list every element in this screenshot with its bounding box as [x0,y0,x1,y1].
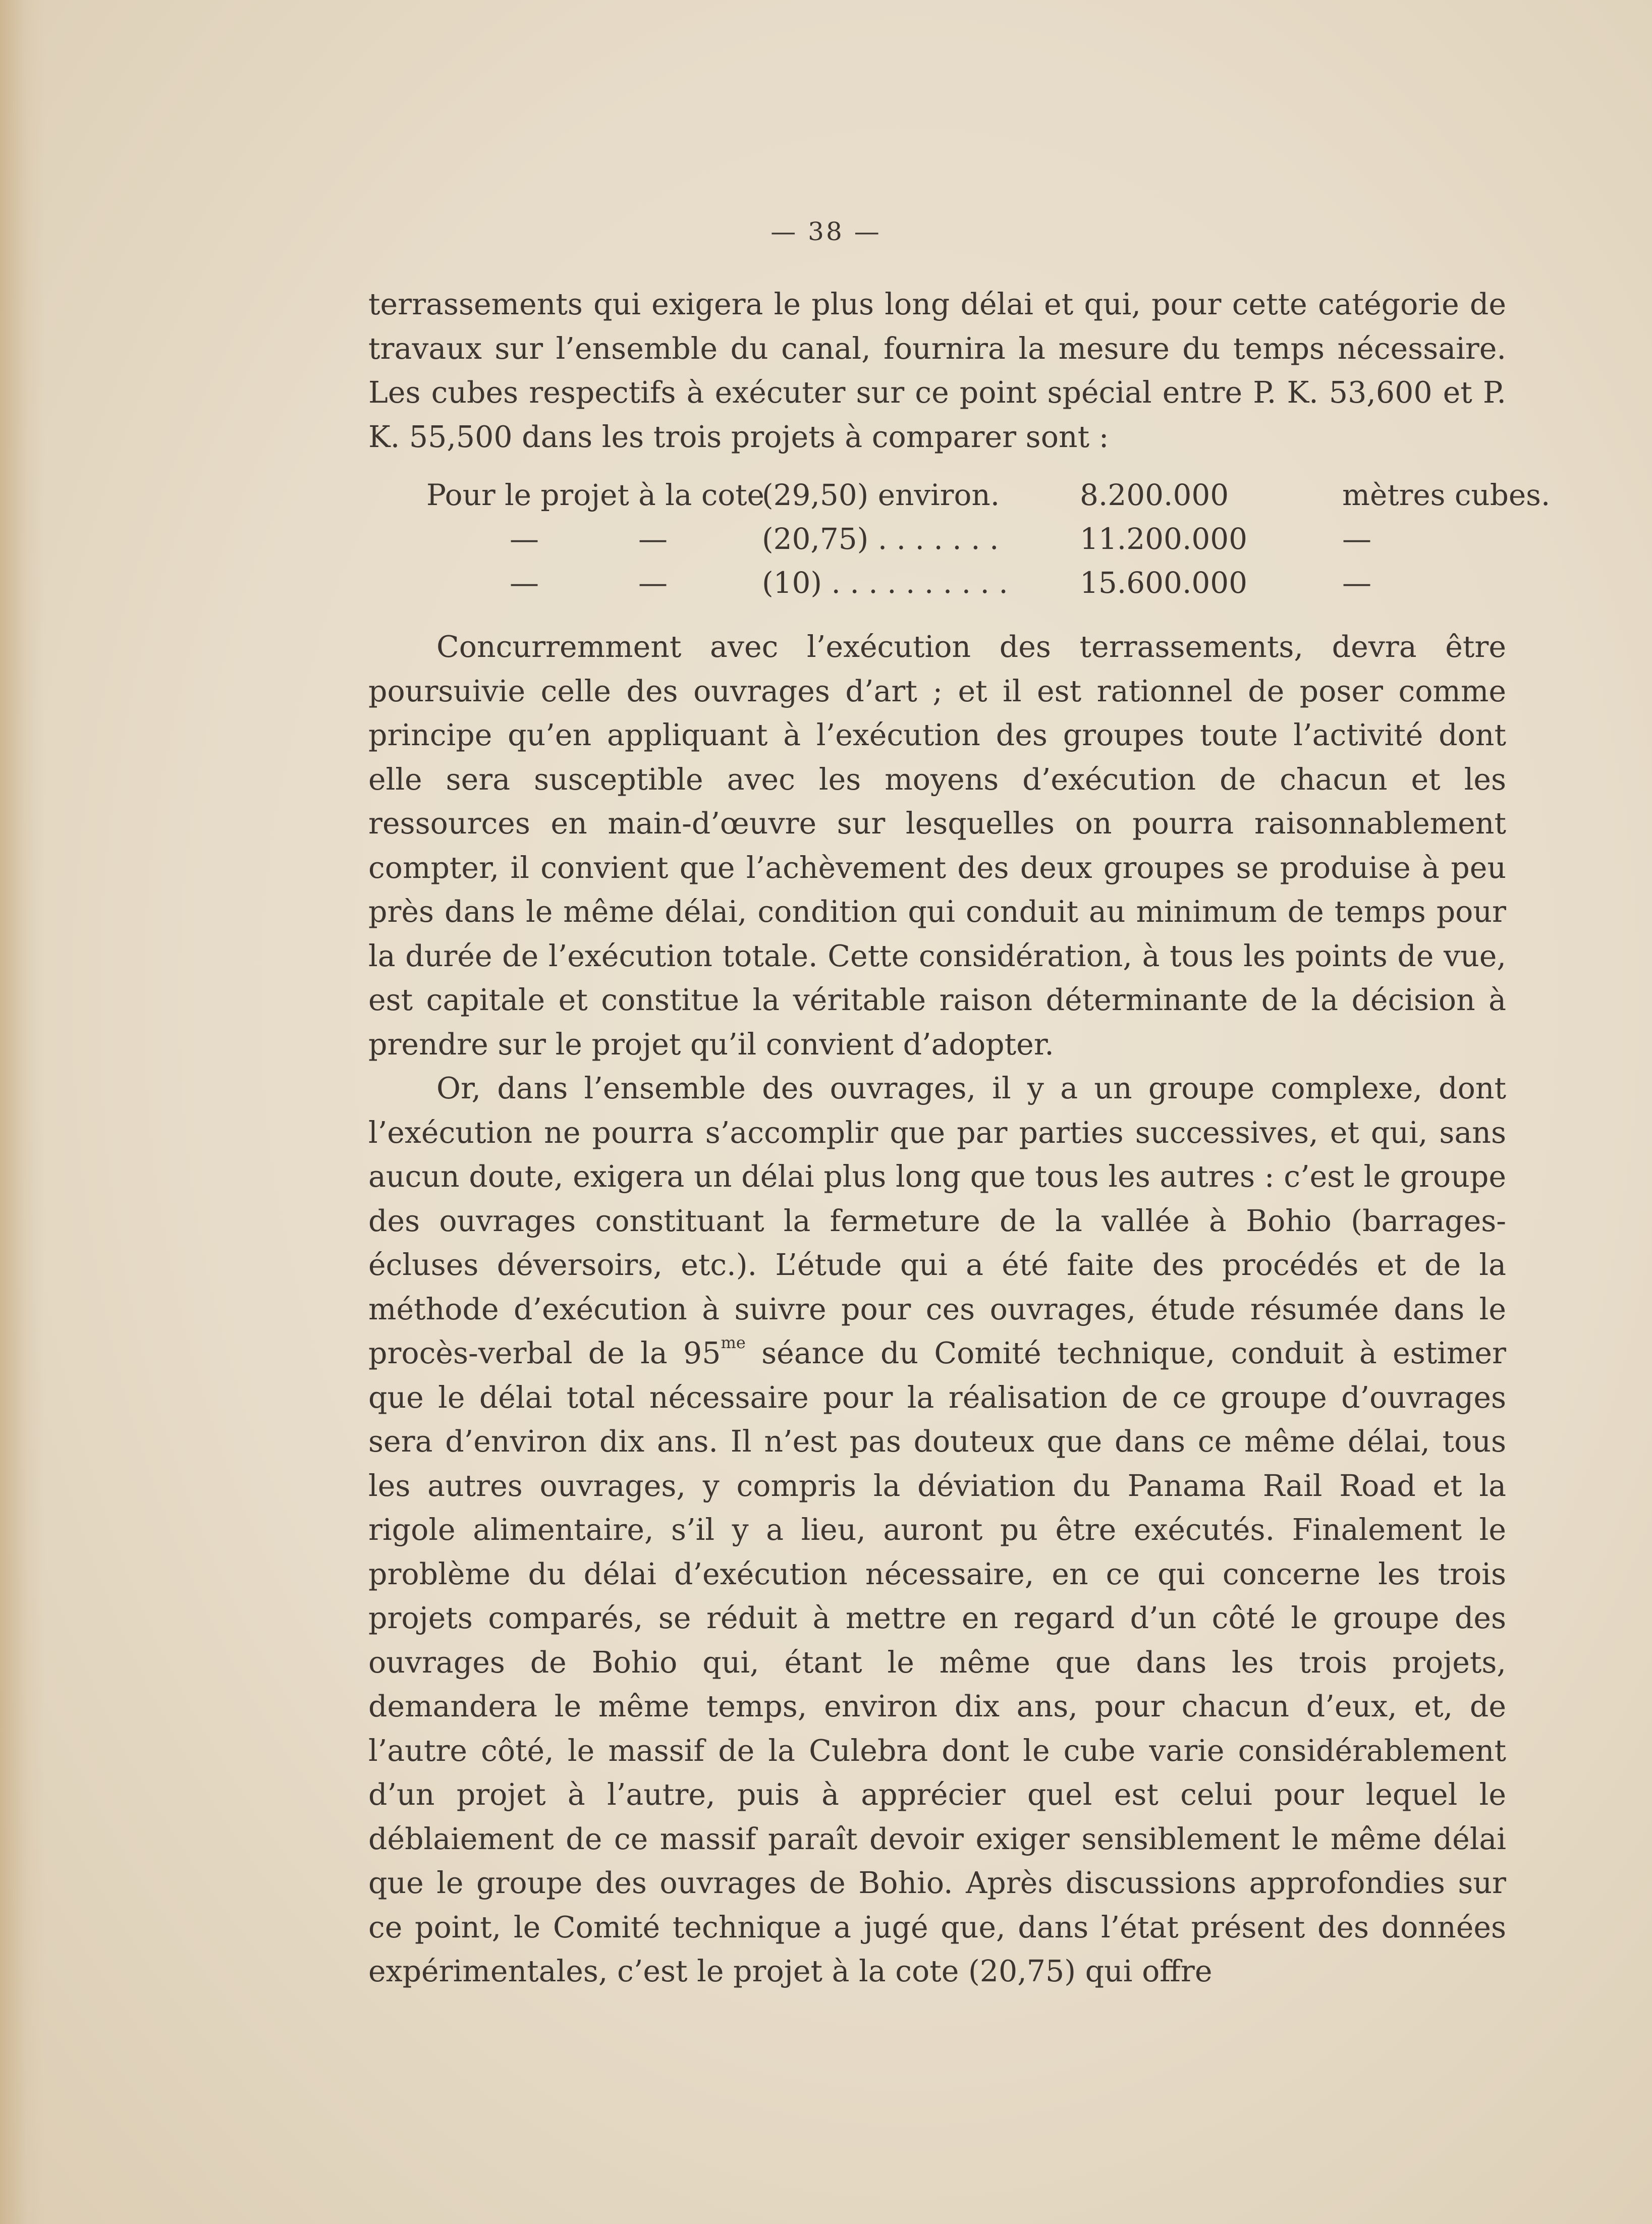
page-edge-shadow [0,0,45,2224]
row-cote: (10) . . . . . . . . . . [762,566,1008,600]
row-unit: — [1342,566,1371,600]
cubes-table [368,473,1551,605]
ditto-mark: — [638,566,668,600]
row-cote: (20,75) . . . . . . . [762,522,999,556]
paragraph-concurremment: Concurremment avec l’exécution des terrassements, devra être poursuivie celle des ouvrages d’art ; et il est rationnel de poser comme principe qu’en appliquant à l’exécution des groupes toute l’activité dont elle sera susceptible avec les moyens d’exécution de chacun et les ressources en main-d’œuvre sur lesquelles on pourra raisonnablement compter, il convient que l’achèvement des deux groupes se produise à peu près dans le même délai, condition qui conduit au minimum de temps pour la durée de l’exécution totale. Cette considération, à tous les points de vue, est capitale et constitue la véritable raison déterminante de la décision à prendre sur le projet qu’il convient d’adopter. [368,630,1506,1062]
row-cote: (29,50) environ. [762,478,1000,512]
ditto-mark: — [510,566,539,600]
row-unit: — [1342,522,1371,556]
table-row [368,473,1551,517]
paragraph-text: Or, dans l’ensemble des ouvrages, il y a un groupe complexe, dont l’exécution ne pourra s’accomplir que par parties successives, et qui, sans aucun doute, exigera un délai plus long que tous les autres : c’est le groupe des ouvrages constituant la fermeture de la vallée à Bohio (barrages-écluses déversoirs, etc.). L’étude qui a été faite des procédés et de la méthode d’exécution à suivre pour ces ouvrages, étude résumée dans le procès-verbal de la 95 [368,1071,1506,1370]
table-row [368,517,1506,561]
row-label: Pour le projet à la cote [426,478,764,512]
ditto-mark: — [510,522,539,556]
table-row [368,561,1506,605]
intro-paragraph: terrassements qui exigera le plus long délai et qui, pour cette catégorie de travaux sur l’ensemble du canal, fournira la mesure du temps nécessaire. Les cubes respectifs à exécuter sur ce point spécial entre P. K. 53,600 et P. K. 55,500 dans les trois projets à comparer sont : [368,287,1506,454]
paragraph-bohio [368,1067,1506,1994]
ordinal-superscript: me [721,1333,746,1352]
row-value: 15.600.000 [1080,566,1248,600]
row-value: 11.200.000 [1080,522,1248,556]
paragraph-text: séance du Comité technique, conduit à estimer que le délai total nécessaire pour la réalisation de ce groupe d’ouvrages sera d’environ dix ans. Il n’est pas douteux que dans ce même délai, tous les autres ouvrages, y compris la déviation du Panama Rail Road et la rigole alimentaire, s’il y a lieu, auront pu être exécutés. Finalement le problème du délai d’exécution nécessaire, en ce qui concerne les trois projets comparés, se réduit à mettre en regard d’un côté le groupe des ouvrages de Bohio qui, étant le même que dans les trois projets, demandera le même temps, environ dix ans, pour chacun d’eux, et, de l’autre côté, le massif de la Culebra dont le cube varie considérablement d’un projet à l’autre, puis à apprécier quel est celui pour lequel le déblaiement de ce massif paraît devoir exiger sensiblement le même délai que le groupe des ouvrages de Bohio. Après discussions approfondies sur ce point, le Comité technique a jugé que, dans l’état présent des données expérimentales, c’est le projet à la cote (20,75) qui offre [368,1336,1506,1988]
ditto-mark: — [638,522,668,556]
page-number: — 38 — [770,217,882,246]
body-text [368,283,1551,1994]
row-value: 8.200.000 [1080,478,1229,512]
row-unit: mètres cubes. [1342,478,1551,512]
